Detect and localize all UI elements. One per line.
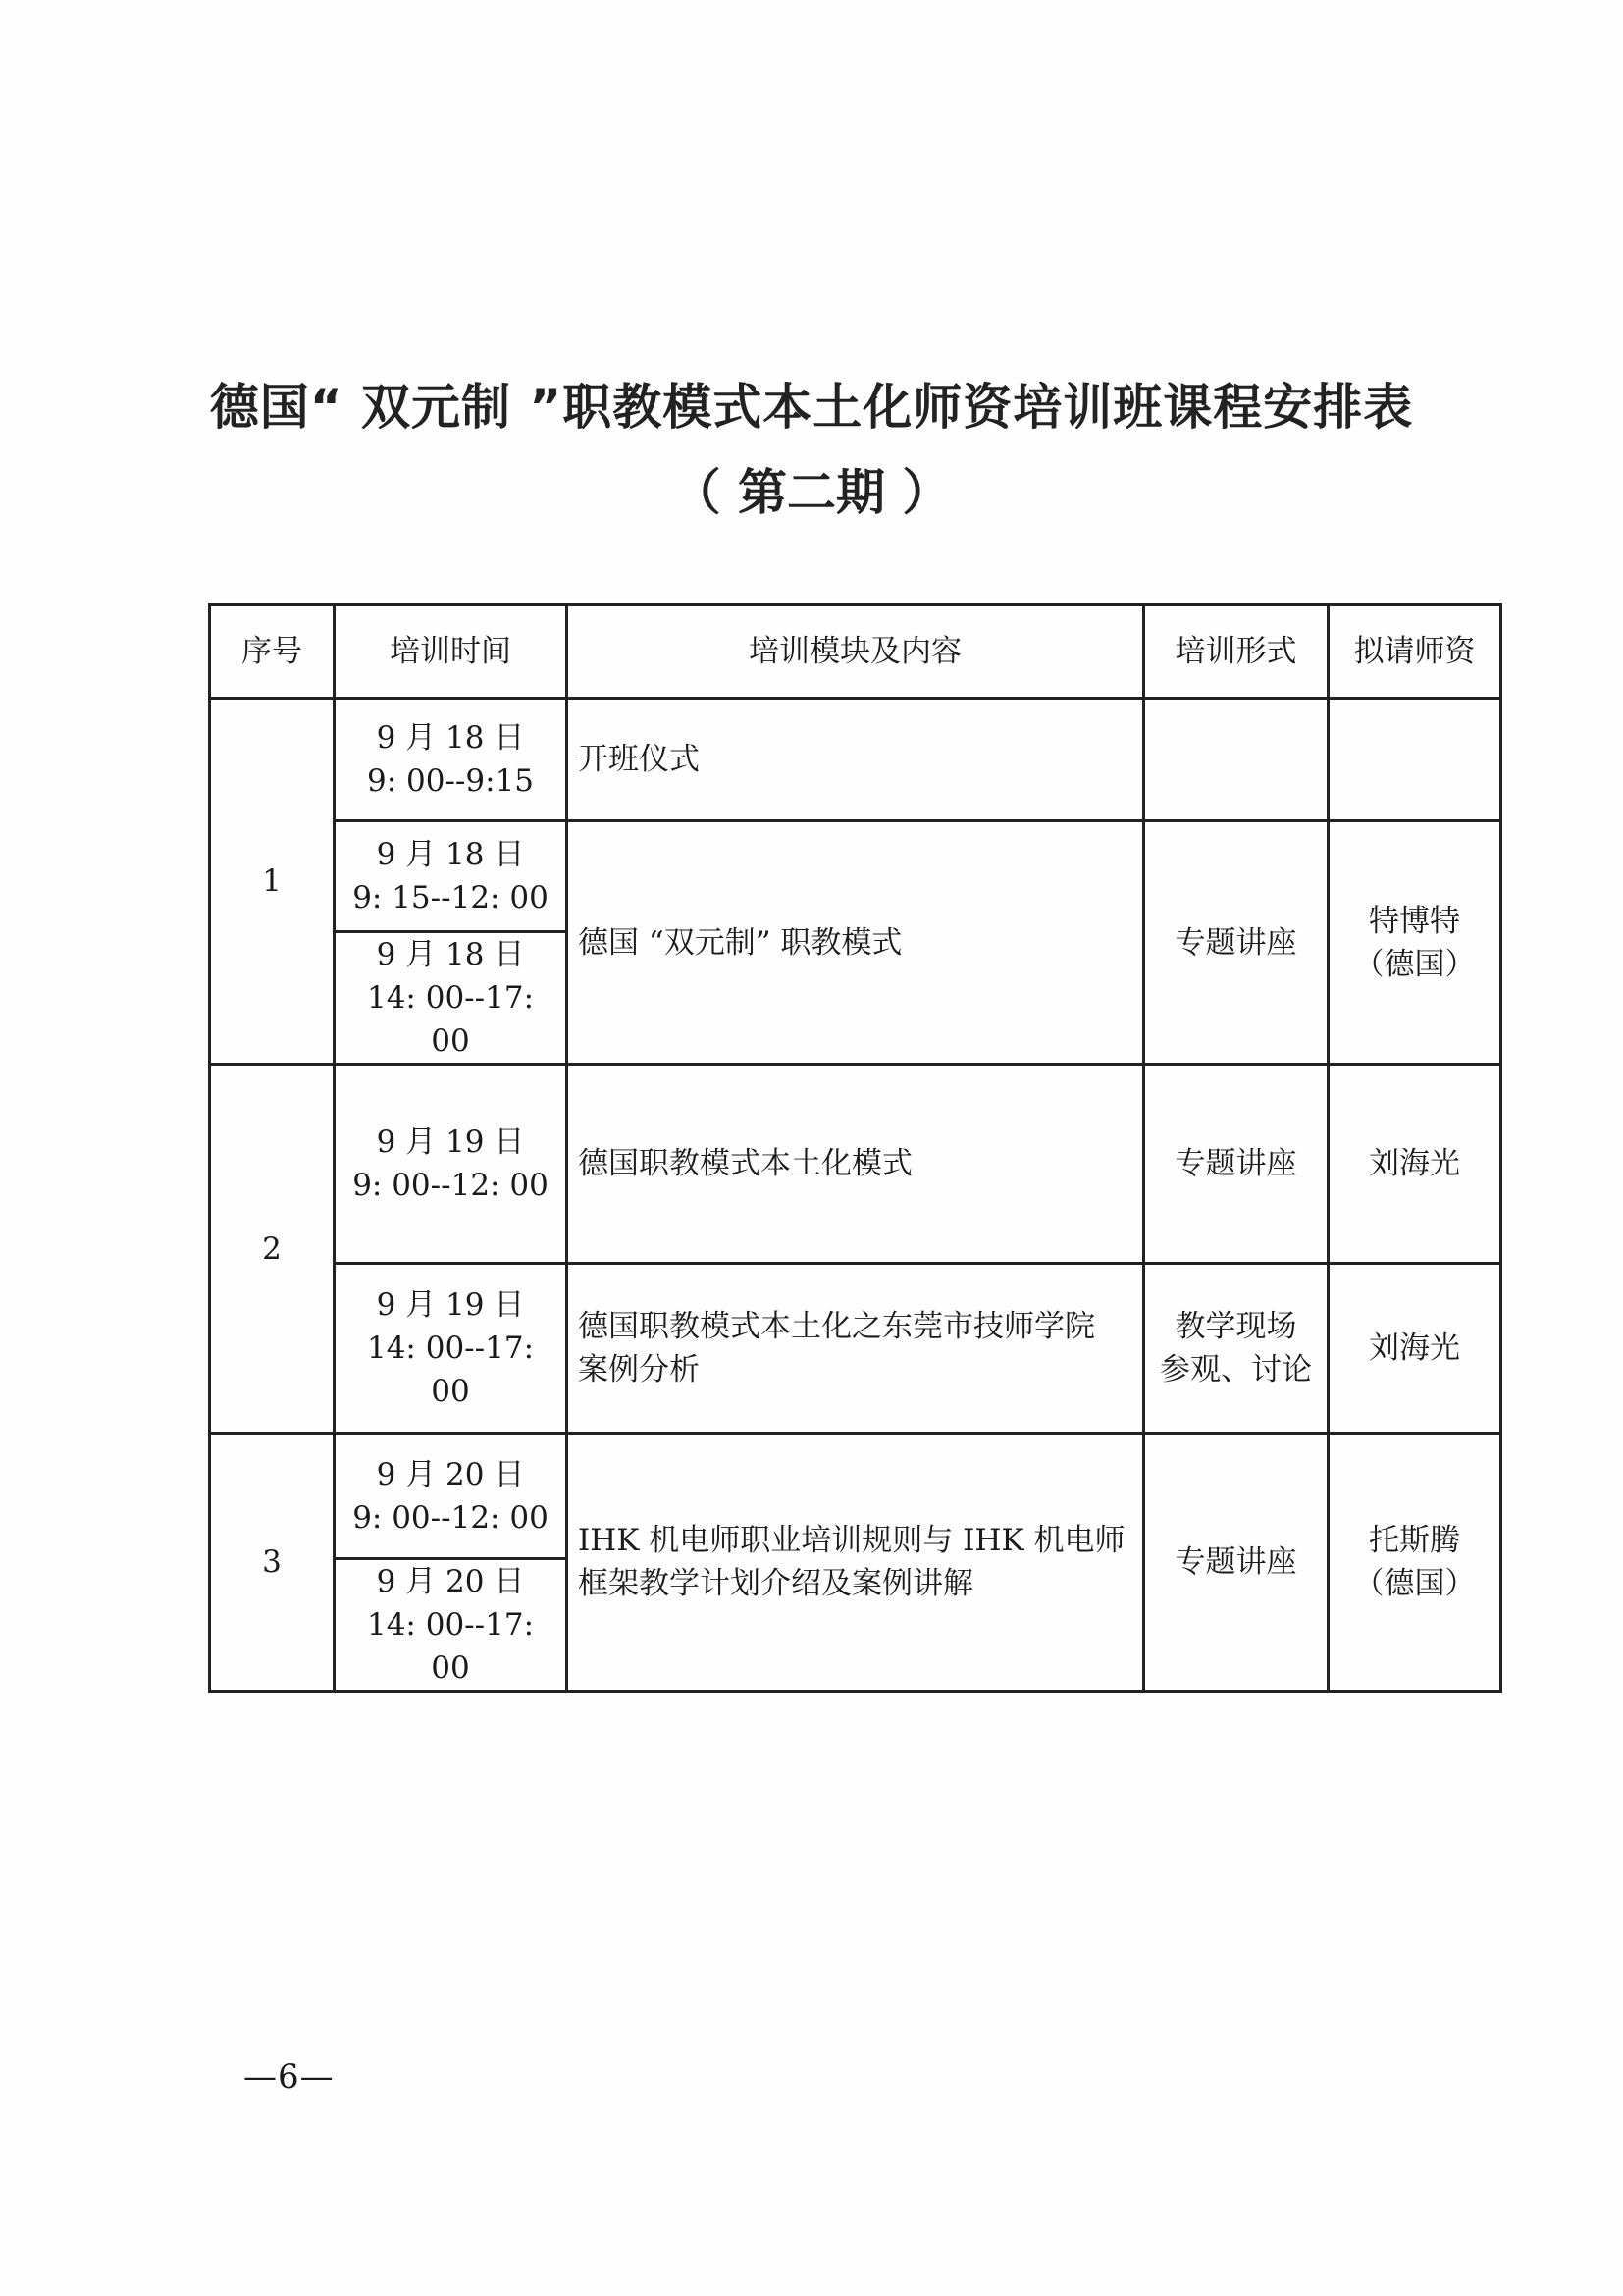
header-form: 培训形式 <box>1144 605 1329 699</box>
time-cell <box>335 699 567 821</box>
header-time: 培训时间 <box>335 605 567 699</box>
table-row <box>210 821 1501 932</box>
seq-cell: 2 <box>210 1065 335 1434</box>
form-cell <box>1144 699 1329 821</box>
teacher-country: （德国） <box>1353 946 1476 982</box>
teacher-cell: 刘海光 <box>1329 1065 1501 1264</box>
page-number: —6— <box>243 2058 335 2097</box>
seq-cell: 3 <box>210 1434 335 1692</box>
time-cell <box>335 1264 567 1434</box>
table-row <box>210 1065 1501 1264</box>
date-text: 9 月 19 日 <box>376 1124 525 1160</box>
time-cell <box>335 1065 567 1264</box>
time-text: 9: 15--12: 00 <box>352 880 549 915</box>
date-text: 9 月 18 日 <box>376 720 525 756</box>
header-seq: 序号 <box>210 605 335 699</box>
course-schedule-table <box>208 603 1502 1693</box>
teacher-country: （德国） <box>1353 1566 1476 1601</box>
table-row <box>210 1434 1501 1559</box>
form-line: 教学现场 <box>1175 1309 1297 1344</box>
form-cell: 专题讲座 <box>1144 1065 1329 1264</box>
time-text: 9: 00--12: 00 <box>352 1168 549 1203</box>
table-row <box>210 1264 1501 1434</box>
time-cell <box>335 932 567 1065</box>
date-text: 9 月 18 日 <box>376 937 525 972</box>
content-cell: 德国职教模式本土化模式 <box>567 1065 1144 1264</box>
date-text: 9 月 18 日 <box>376 837 525 872</box>
seq-cell: 1 <box>210 699 335 1065</box>
content-cell <box>567 1434 1144 1692</box>
document-title: 德国“ 双元制 ”职教模式本土化师资培训班课程安排表 <box>209 379 1414 436</box>
teacher-cell <box>1329 1434 1501 1692</box>
form-cell <box>1144 1264 1329 1434</box>
teacher-name: 托斯腾 <box>1369 1523 1460 1558</box>
content-cell: 开班仪式 <box>567 699 1144 821</box>
date-text: 9 月 20 日 <box>376 1564 525 1599</box>
form-cell: 专题讲座 <box>1144 1434 1329 1692</box>
time-cell <box>335 821 567 932</box>
teacher-name: 特博特 <box>1369 903 1460 939</box>
content-line: IHK 机电师职业培训规则与 IHK 机电师 <box>578 1523 1126 1558</box>
time-text: 14: 00--17: 00 <box>366 980 535 1059</box>
time-text: 9: 00--9:15 <box>366 763 535 799</box>
document-subtitle: （ 第二期 ） <box>671 464 952 521</box>
table-header-row <box>210 605 1501 699</box>
header-teacher: 拟请师资 <box>1329 605 1501 699</box>
content-cell: 德国 “双元制” 职教模式 <box>567 821 1144 1065</box>
form-line: 参观、讨论 <box>1160 1352 1312 1387</box>
teacher-cell <box>1329 699 1501 821</box>
form-cell: 专题讲座 <box>1144 821 1329 1065</box>
content-cell <box>567 1264 1144 1434</box>
time-cell <box>335 1434 567 1559</box>
time-text: 14: 00--17: 00 <box>366 1331 535 1409</box>
content-line: 框架教学计划介绍及案例讲解 <box>578 1566 973 1601</box>
date-text: 9 月 19 日 <box>376 1287 525 1323</box>
date-text: 9 月 20 日 <box>376 1456 525 1492</box>
time-text: 14: 00--17: 00 <box>366 1607 535 1686</box>
table-row <box>210 699 1501 821</box>
content-line: 案例分析 <box>578 1352 700 1387</box>
content-line: 德国职教模式本土化之东莞市技师学院 <box>578 1309 1095 1344</box>
header-content: 培训模块及内容 <box>567 605 1144 699</box>
time-cell <box>335 1559 567 1692</box>
teacher-cell <box>1329 821 1501 1065</box>
teacher-cell: 刘海光 <box>1329 1264 1501 1434</box>
time-text: 9: 00--12: 00 <box>352 1499 549 1536</box>
